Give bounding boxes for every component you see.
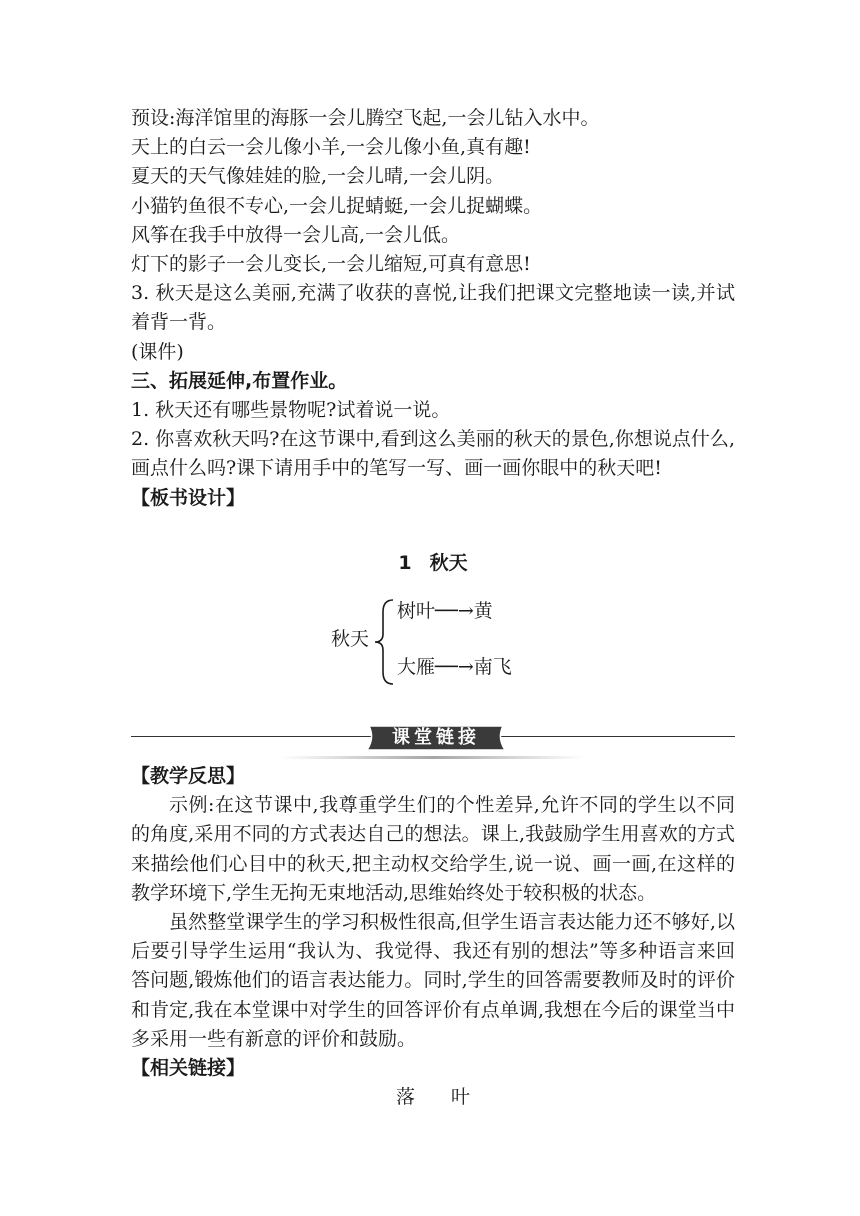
item-3-paragraph: 3. 秋天是这么美丽,充满了收获的喜悦,让我们把课文完整地读一读,并试着背一背。: [131, 282, 735, 334]
poem-title: [131, 1083, 735, 1112]
reflection-paragraph-2: 虽然整堂课学生的学习积极性很高,但学生语言表达能力还不够好,以后要引导学生运用“我认为、我觉得、我还有别的想法”等多种语言来回答问题,锻炼他们的语言表达能力。同时,学生的回答需要教师及时的评价和肯定,我在本堂课中对学生的回答评价有点单调,我想在今后的课堂当中多采用一些有新意的评价和鼓励。: [131, 911, 735, 1050]
reflection-heading: 【教学反思】: [131, 765, 246, 787]
example-line-6: 灯下的影子一会儿变长,一会儿缩短,可真有意思!: [131, 252, 531, 275]
board-design-heading: 【板书设计】: [131, 486, 246, 509]
section-3-heading: 三、拓展延伸,布置作业。: [131, 369, 348, 392]
courseware-note: (课件): [131, 340, 184, 363]
poem-title-char-2: 叶: [451, 1086, 471, 1109]
diagram-branch-leaves: 树叶──→黄: [397, 600, 493, 622]
board-title: [131, 548, 735, 575]
related-links-heading: 【相关链接】: [131, 1057, 246, 1080]
example-line-4: 小猫钓鱼很不专心,一会儿捉蜻蜓,一会儿捉蝴蝶。: [131, 194, 543, 217]
homework-1: 1. 秋天还有哪些景物呢?试着说一说。: [131, 398, 451, 421]
lesson-number: 1: [398, 552, 412, 574]
brace-icon: [373, 598, 397, 686]
diagram-root: 秋天: [331, 628, 370, 650]
homework-2: 2. 你喜欢秋天吗?在这节课中,看到这么美丽的秋天的景色,你想说点什么,画点什么吗?课下请用手中的笔写一写、画一画你眼中的秋天吧!: [131, 428, 735, 480]
example-line-3: 夏天的天气像娃娃的脸,一会儿晴,一会儿阴。: [131, 165, 505, 188]
banner-label: 课堂链接: [392, 727, 480, 748]
page-content: [131, 104, 735, 1109]
section-divider: [131, 724, 735, 764]
example-line-5: 风筝在我手中放得一会儿高,一会儿低。: [131, 223, 461, 246]
reflection-paragraph-1: 示例:在这节课中,我尊重学生们的个性差异,允许不同的学生以不同的角度,采用不同的方式表达自己的想法。课上,我鼓励学生用喜欢的方式来描绘他们心目中的秋天,把主动权交给学生,说一说、画一画,在这样的教学环境下,学生无拘无束地活动,思维始终处于较积极的状态。: [131, 794, 735, 904]
poem-title-char-1: 落: [395, 1086, 415, 1109]
lesson-title: 秋天: [429, 552, 468, 574]
example-line-1: 预设:海洋馆里的海豚一会儿腾空飞起,一会儿钻入水中。: [131, 107, 600, 129]
diagram-branch-geese: 大雁──→南飞: [397, 656, 512, 678]
board-diagram: [331, 594, 591, 694]
divider-shadow: [281, 756, 585, 759]
example-line-2: 天上的白云一会儿像小羊,一会儿像小鱼,真有趣!: [131, 136, 531, 159]
reflection-section: [131, 762, 735, 1112]
